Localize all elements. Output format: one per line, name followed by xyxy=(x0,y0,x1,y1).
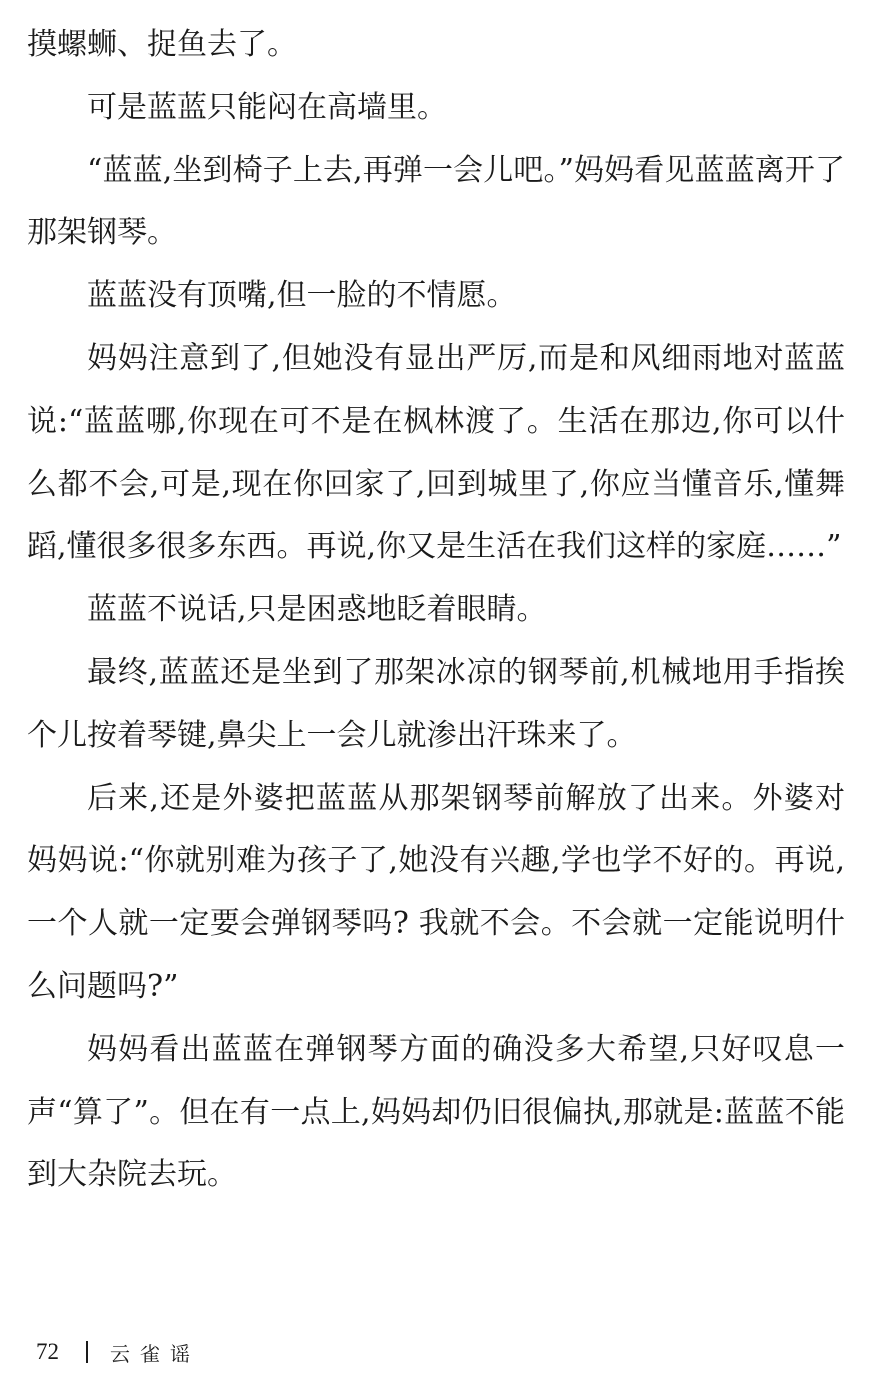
footer-divider xyxy=(86,1341,88,1363)
paragraph-5: 妈妈注意到了,但她没有显出严厉,而是和风细雨地对蓝蓝说:“蓝蓝哪,你现在可不是在枫林渡了。生活在那边,你可以什么都不会,可是,现在你回家了,回到城里了,你应当懂音乐,懂舞蹈,懂很多很多东西。再说,你又是生活在我们这样的家庭……” xyxy=(27,340,845,565)
page-number: 72 xyxy=(36,1339,59,1364)
paragraph-2: 可是蓝蓝只能闷在高墙里。 xyxy=(87,89,447,125)
book-title: 云雀谣 xyxy=(110,1341,200,1366)
paragraph-8: 后来,还是外婆把蓝蓝从那架钢琴前解放了出来。外婆对妈妈说:“你就别难为孩子了,她没有兴趣,学也学不好的。再说,一个人就一定要会弹钢琴吗? 我就不会。不会就一定能说明什么问题吗?” xyxy=(27,780,845,1004)
paragraph-6: 蓝蓝不说话,只是困惑地眨着眼睛。 xyxy=(87,592,547,628)
paragraph-1: 摸螺蛳、捉鱼去了。 xyxy=(27,27,297,62)
paragraph-7: 最终,蓝蓝还是坐到了那架冰凉的钢琴前,机械地用手指挨个儿按着琴键,鼻尖上一会儿就渗出汗珠来了。 xyxy=(27,654,845,753)
paragraph-3: “蓝蓝,坐到椅子上去,再弹一会儿吧。”妈妈看见蓝蓝离开了那架钢琴。 xyxy=(27,152,845,251)
paragraph-9: 妈妈看出蓝蓝在弹钢琴方面的确没多大希望,只好叹息一声“算了”。但在有一点上,妈妈却仍旧很偏执,那就是:蓝蓝不能到大杂院去玩。 xyxy=(27,1031,845,1193)
page-footer xyxy=(36,1336,200,1368)
paragraph-4: 蓝蓝没有顶嘴,但一脸的不情愿。 xyxy=(87,278,517,314)
body-text xyxy=(27,14,845,1207)
